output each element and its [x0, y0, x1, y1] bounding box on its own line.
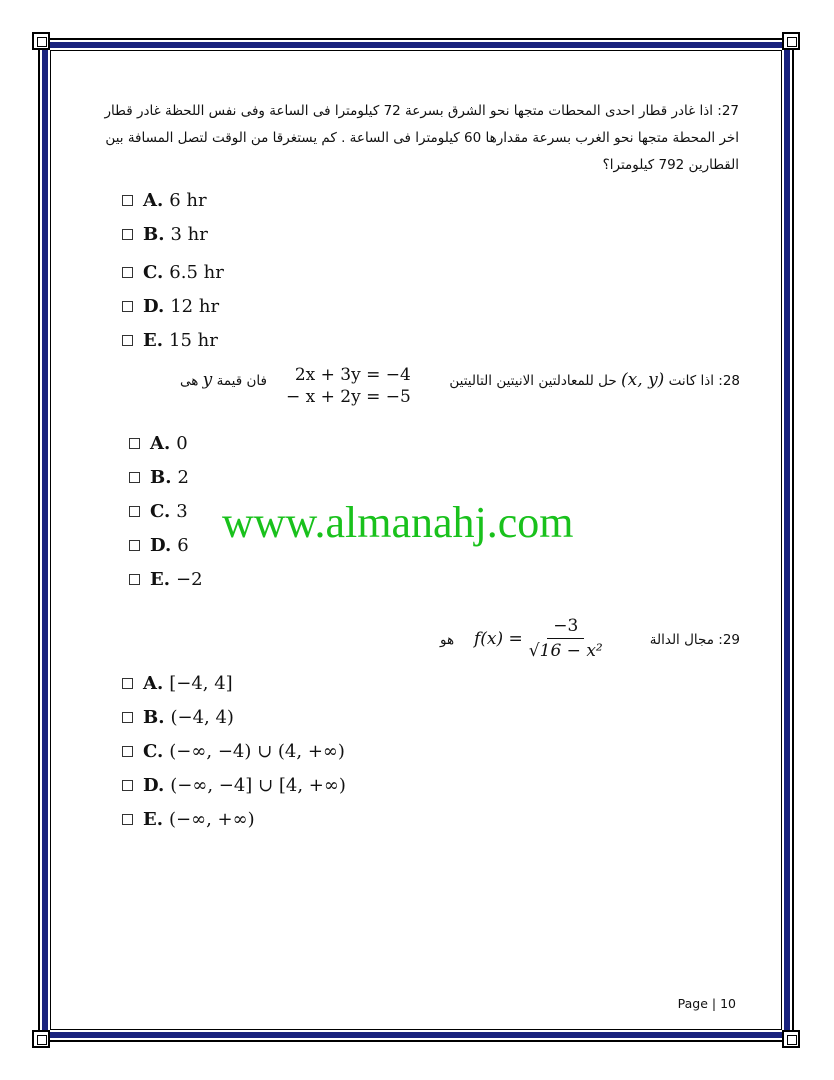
option-c[interactable] — [129, 494, 203, 528]
option-value: (−∞, −4) ∪ (4, +∞) — [169, 740, 345, 762]
question-28-number: 28: اذا كانت — [668, 373, 740, 389]
option-letter: A. — [143, 672, 164, 694]
option-letter: B. — [143, 706, 165, 728]
corner-ornament — [782, 32, 800, 50]
function-lhs: f(x) = — [474, 628, 523, 649]
corner-ornament — [782, 1030, 800, 1048]
equation-2: − x + 2y = −5 — [286, 387, 411, 407]
question-28-prefix — [449, 370, 740, 390]
function-definition — [474, 616, 603, 661]
option-value: 6 — [177, 534, 189, 556]
option-letter: C. — [143, 261, 164, 283]
option-c[interactable] — [122, 255, 224, 289]
option-letter: C. — [150, 500, 171, 522]
option-letter: D. — [143, 774, 165, 796]
option-a[interactable] — [122, 183, 224, 217]
checkbox[interactable] — [122, 267, 133, 278]
option-value: 15 hr — [169, 329, 218, 351]
question-29-options — [122, 666, 346, 836]
question-29-text — [440, 616, 740, 666]
option-value: (−∞, −4] ∪ [4, +∞) — [170, 774, 346, 796]
page-number: Page | 10 — [677, 996, 736, 1011]
option-d[interactable] — [129, 528, 203, 562]
option-letter: E. — [150, 568, 170, 590]
corner-ornament — [32, 1030, 50, 1048]
option-letter: E. — [143, 808, 163, 830]
option-d[interactable] — [122, 768, 346, 802]
checkbox[interactable] — [122, 195, 133, 206]
variable-y: y — [202, 370, 213, 390]
numerator: −3 — [547, 616, 584, 639]
option-c[interactable] — [122, 734, 346, 768]
option-e[interactable] — [129, 562, 203, 596]
checkbox[interactable] — [122, 229, 133, 240]
ordered-pair: (x, y) — [621, 370, 665, 390]
checkbox[interactable] — [129, 540, 140, 551]
checkbox[interactable] — [129, 472, 140, 483]
option-e[interactable] — [122, 323, 224, 357]
option-value: 0 — [176, 432, 188, 454]
option-b[interactable] — [129, 460, 203, 494]
watermark: www.almanahj.com — [222, 498, 574, 547]
checkbox[interactable] — [122, 814, 133, 825]
question-28-options — [129, 426, 203, 596]
checkbox[interactable] — [129, 438, 140, 449]
option-a[interactable] — [129, 426, 203, 460]
checkbox[interactable] — [129, 574, 140, 585]
question-28-text — [180, 365, 740, 412]
is-text: هى — [180, 373, 199, 389]
option-value: 12 hr — [170, 295, 220, 317]
option-e[interactable] — [122, 802, 346, 836]
question-27-text: 27: اذا غادر قطار احدى المحطات متجها نحو الشرق بسرعة 72 كيلومترا فى الساعة وفى نفس اللحظة غادر قطار اخر المحطة متجها نحو الغرب بسرعة مقدارها 60 كيلومترا فى الساعة . كم يستغرقا من الوقت لتصل المسافة بين القطارين 792 كيلومترا؟ — [104, 103, 739, 173]
then-text: فان قيمة — [216, 373, 267, 389]
option-letter: A. — [143, 189, 164, 211]
checkbox[interactable] — [122, 780, 133, 791]
checkbox[interactable] — [129, 506, 140, 517]
option-d[interactable] — [122, 289, 224, 323]
option-letter: C. — [143, 740, 164, 762]
question-28-suffix — [180, 370, 267, 390]
option-letter: B. — [150, 466, 172, 488]
checkbox[interactable] — [122, 678, 133, 689]
option-value: −2 — [176, 568, 203, 590]
option-value: 6 hr — [169, 189, 207, 211]
checkbox[interactable] — [122, 301, 133, 312]
question-27-options — [122, 183, 224, 357]
option-letter: B. — [143, 223, 165, 245]
equation-system — [286, 364, 411, 408]
checkbox[interactable] — [122, 746, 133, 757]
option-b[interactable] — [122, 217, 224, 251]
option-b[interactable] — [122, 700, 346, 734]
checkbox[interactable] — [122, 335, 133, 346]
corner-ornament — [32, 32, 50, 50]
option-letter: A. — [150, 432, 171, 454]
fraction — [529, 616, 603, 661]
option-a[interactable] — [122, 666, 346, 700]
option-letter: D. — [143, 295, 165, 317]
question-29-prefix: 29: مجال الدالة — [649, 632, 740, 648]
option-value: 2 — [177, 466, 189, 488]
checkbox[interactable] — [122, 712, 133, 723]
equation-1: 2x + 3y = −4 — [294, 365, 411, 385]
option-letter: D. — [150, 534, 172, 556]
option-value: 6.5 hr — [169, 261, 224, 283]
option-letter: E. — [143, 329, 163, 351]
option-value: (−4, 4) — [170, 706, 234, 728]
question-28-middle: حل للمعادلتين الانيتين التاليتين — [449, 373, 617, 389]
denominator: √16 − x² — [528, 641, 603, 661]
option-value: 3 — [176, 500, 188, 522]
is-text: هو — [440, 632, 455, 648]
option-value: (−∞, +∞) — [169, 808, 255, 830]
option-value: 3 hr — [170, 223, 208, 245]
option-value: [−4, 4] — [169, 672, 233, 694]
